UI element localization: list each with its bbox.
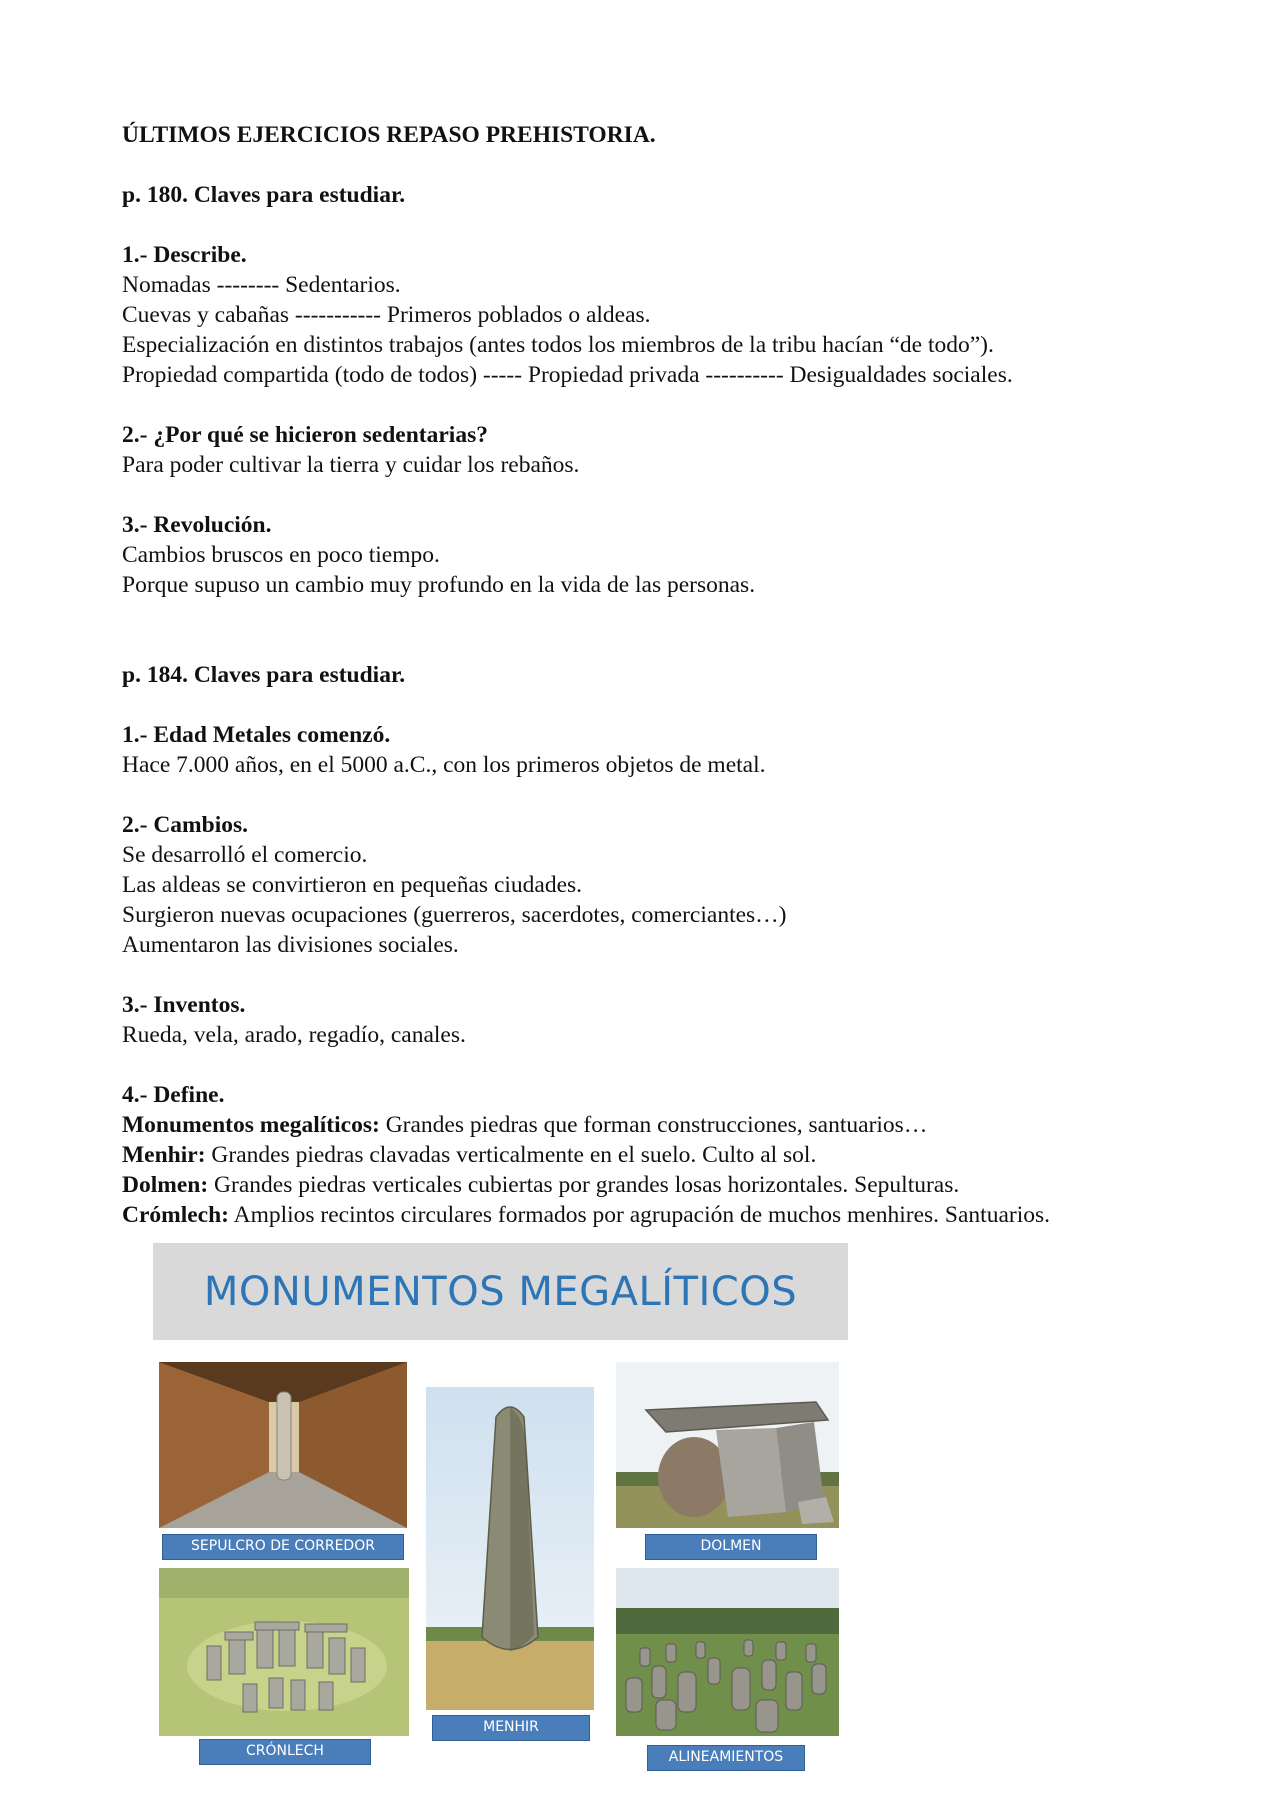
caption-sepulcro: SEPULCRO DE CORREDOR <box>162 1534 404 1560</box>
answer-line: Nomadas -------- Sedentarios. <box>122 272 401 298</box>
question-heading: 1.- Edad Metales comenzó. <box>122 722 391 748</box>
caption-dolmen: DOLMEN <box>645 1534 817 1560</box>
definition-text: Grandes piedras que forman construcciones, santuarios… <box>379 1112 928 1138</box>
answer-line: Para poder cultivar la tierra y cuidar los rebaños. <box>122 452 580 478</box>
question-heading: 1.- Describe. <box>122 242 247 268</box>
answer-line: Hace 7.000 años, en el 5000 a.C., con los primeros objetos de metal. <box>122 752 766 778</box>
answer-line: Surgieron nuevas ocupaciones (guerreros, sacerdotes, comerciantes…) <box>122 902 787 928</box>
definition-term: Dolmen: <box>122 1172 209 1198</box>
answer-line: Cambios bruscos en poco tiempo. <box>122 542 440 568</box>
answer-line: Se desarrolló el comercio. <box>122 842 368 868</box>
answer-line: Porque supuso un cambio muy profundo en la vida de las personas. <box>122 572 756 598</box>
definition-text: Grandes piedras clavadas verticalmente en el suelo. Culto al sol. <box>205 1142 817 1168</box>
definition-line <box>122 1200 1172 1230</box>
figure-banner <box>153 1243 848 1340</box>
answer-line: Propiedad compartida (todo de todos) ----- Propiedad privada ---------- Desigualdades sociales. <box>122 362 1013 388</box>
definition-text: Amplios recintos circulares formados por agrupación de muchos menhires. Santuarios. <box>229 1202 1051 1228</box>
answer-line: Las aldeas se convirtieron en pequeñas ciudades. <box>122 872 583 898</box>
question-heading: 3.- Inventos. <box>122 992 246 1018</box>
definition-line <box>122 1140 1172 1170</box>
question-heading: 3.- Revolución. <box>122 512 272 538</box>
question-heading: 2.- ¿Por qué se hicieron sedentarias? <box>122 422 488 448</box>
definition-line <box>122 1170 1172 1200</box>
answer-line: Cuevas y cabañas ----------- Primeros poblados o aldeas. <box>122 302 651 328</box>
definition-text: Grandes piedras verticales cubiertas por grandes losas horizontales. Sepulturas. <box>208 1172 960 1198</box>
caption-cromlech: CRÓNLECH <box>199 1739 371 1765</box>
definition-term: Monumentos megalíticos: <box>122 1112 380 1138</box>
figure-banner-title: MONUMENTOS MEGALÍTICOS <box>203 1268 798 1315</box>
page-title: ÚLTIMOS EJERCICIOS REPASO PREHISTORIA. <box>122 122 656 148</box>
document-body <box>122 120 1172 1230</box>
answer-line: Rueda, vela, arado, regadío, canales. <box>122 1022 466 1048</box>
definition-term: Menhir: <box>122 1142 206 1168</box>
alineamientos-photo <box>616 1568 839 1736</box>
section-heading-p180: p. 180. Claves para estudiar. <box>122 182 406 208</box>
sepulcro-photo <box>159 1362 407 1528</box>
definition-line <box>122 1110 1172 1140</box>
answer-line: Especialización en distintos trabajos (antes todos los miembros de la tribu hacían “de todo”). <box>122 332 994 358</box>
definition-term: Crómlech: <box>122 1202 230 1228</box>
section-heading-p184: p. 184. Claves para estudiar. <box>122 662 406 688</box>
cromlech-photo <box>159 1568 409 1736</box>
menhir-photo <box>426 1387 594 1710</box>
caption-alineamientos: ALINEAMIENTOS <box>647 1745 805 1771</box>
question-heading: 4.- Define. <box>122 1082 225 1108</box>
caption-menhir: MENHIR <box>432 1715 590 1741</box>
megalithic-monuments-figure <box>153 1243 848 1778</box>
dolmen-photo <box>616 1362 839 1528</box>
answer-line: Aumentaron las divisiones sociales. <box>122 932 459 958</box>
question-heading: 2.- Cambios. <box>122 812 248 838</box>
